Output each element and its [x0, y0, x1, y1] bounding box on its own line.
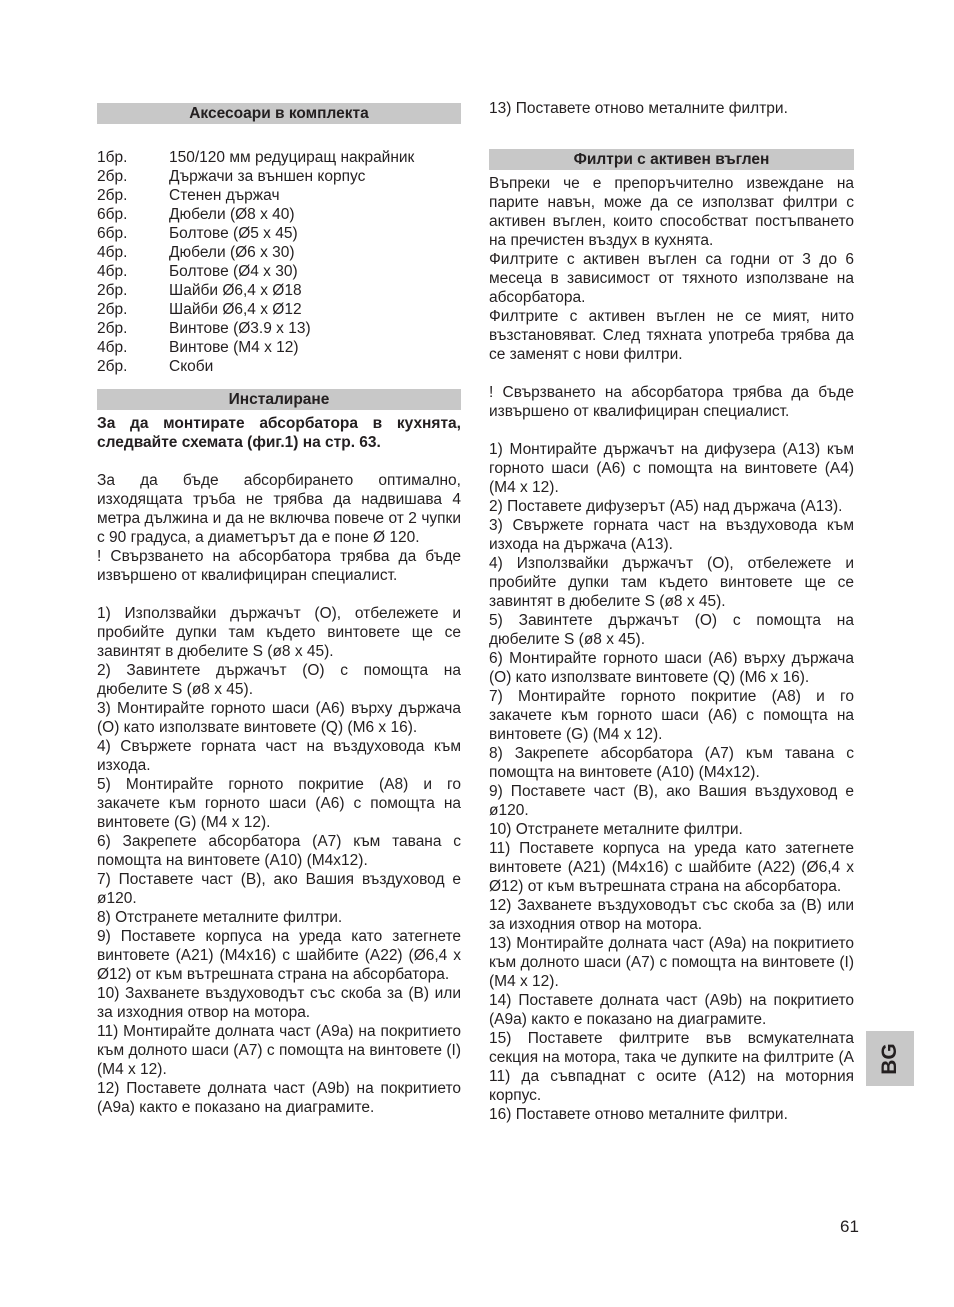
carbon-step: 11) Поставете корпуса на уреда като затегнете винтовете (A21) (M4x16) с шайбите (A22) (Ø6,4 x Ø12) от към вътрешната страна на абсорбатора. — [489, 840, 854, 895]
carbon-paragraph: Въпреки че е препоръчително извеждане на парите навън, може да се използват филтри с активен въглен, които способстват постъпването на пречистен въздух в кухнята. — [489, 175, 854, 249]
right-column — [489, 99, 854, 1124]
item-qty: 2бр. — [97, 168, 128, 185]
step-13-text: 13) Поставете отново металните филтри. — [489, 100, 788, 117]
item-name: Винтове (Ø3.9 x 13) — [169, 320, 311, 337]
language-tab-label: BG — [878, 1042, 901, 1075]
item-name: Болтове (Ø4 x 30) — [169, 263, 298, 280]
item-qty: 6бр. — [97, 225, 128, 242]
install-step: 4) Свържете горната част на въздуховода към изхода. — [97, 738, 461, 774]
accessories-list — [97, 148, 461, 376]
install-warning: ! Свързването на абсорбатора трябва да бъде извършено от квалифициран специалист. — [97, 548, 461, 584]
carbon-step: 4) Използвайки държачът (О), отбележете и пробийте дупки там където винтовете ще се завинтят в дюбелите S (ø8 x 45). — [489, 555, 854, 610]
install-section — [97, 389, 461, 1117]
accessories-header: Аксесоари в комплекта — [97, 103, 461, 124]
item-qty: 2бр. — [97, 320, 128, 337]
install-step: 2) Завинтете държачът (О) с помощта на дюбелите S (ø8 x 45). — [97, 662, 461, 698]
carbon-step: 12) Захванете въздуховодът със скоба за (B) или за изходния отвор на мотора. — [489, 897, 854, 933]
item-name: Шайби Ø6,4 x Ø18 — [169, 282, 302, 299]
list-item — [97, 224, 461, 243]
install-step: 10) Захванете въздуховодът със скоба за (B) или за изходния отвор на мотора. — [97, 985, 461, 1021]
item-qty: 2бр. — [97, 282, 128, 299]
item-name: Държачи за външен корпус — [169, 168, 366, 185]
item-name: Дюбели (Ø6 x 30) — [169, 244, 295, 261]
install-header: Инсталиране — [97, 389, 461, 410]
install-step: 5) Монтирайте горното покритие (A8) и го закачете към горното шаси (A6) с помощта на винтовете (G) (M4 x 12). — [97, 776, 461, 831]
carbon-step: 14) Поставете долната част (A9b) на покритието (A9a) както е показано на диаграмите. — [489, 992, 854, 1028]
carbon-step: 16) Поставете отново металните филтри. — [489, 1106, 788, 1123]
list-item — [97, 186, 461, 205]
install-step: 11) Монтирайте долната част (A9a) на покритието към долното шаси (A7) с помощта на винтовете (I) (M4 x 12). — [97, 1023, 461, 1078]
carbon-step: 5) Завинтете държачът (О) с помощта на дюбелите S (ø8 x 45). — [489, 612, 854, 648]
item-name: Болтове (Ø5 x 45) — [169, 225, 298, 242]
install-step: 7) Поставете част (B), ако Вашия въздуховод е ø120. — [97, 871, 461, 907]
item-qty: 4бр. — [97, 263, 128, 280]
list-item — [97, 262, 461, 281]
carbon-filters-header: Филтри с активен въглен — [489, 149, 854, 170]
install-step: 8) Отстранете металните филтри. — [97, 909, 343, 926]
item-name: 150/120 мм редуциращ накрайник — [169, 149, 415, 166]
item-qty: 2бр. — [97, 301, 128, 318]
item-name: Шайби Ø6,4 x Ø12 — [169, 301, 302, 318]
item-name: Дюбели (Ø8 x 40) — [169, 206, 295, 223]
list-item — [97, 205, 461, 224]
item-name: Стенен държач — [169, 187, 280, 204]
item-qty: 1бр. — [97, 149, 128, 166]
page-number: 61 — [840, 1217, 859, 1236]
item-qty: 4бр. — [97, 339, 128, 356]
carbon-step: 7) Монтирайте горното покритие (A8) и го закачете към горното шаси (A6) с помощта на винтовете (G) (M4 x 12). — [489, 688, 854, 743]
carbon-paragraph: Филтрите с активен въглен не се мият, нито възстановяват. След тяхната употреба трябва да се заменят с нови филтри. — [489, 308, 854, 363]
carbon-step: 13) Монтирайте долната част (A9a) на покритието към долното шаси (A7) с помощта на винтовете (I) (M4 x 12). — [489, 935, 854, 990]
list-item — [97, 281, 461, 300]
install-note: За да бъде абсорбирането оптимално, изходящата тръба не трябва да надвишава 4 метра дължина и да не включва повече от 2 чупки с 90 градуса, а диаметърът да е поне Ø 120. — [97, 472, 461, 546]
carbon-paragraph: Филтрите с активен въглен са годни от 3 до 6 месеца в зависимост от тяхното използване на абсорбатора. — [489, 251, 854, 306]
install-step: 6) Закрепете абсорбатора (A7) към тавана с помощта на винтовете (A10) (M4x12). — [97, 833, 461, 869]
list-item — [97, 148, 461, 167]
item-qty: 2бр. — [97, 187, 128, 204]
install-step: 9) Поставете корпуса на уреда като затегнете винтовете (A21) (M4x16) с шайбите (A22) (Ø6,4 x Ø12) от към вътрешната страна на абсорбатора. — [97, 928, 461, 983]
list-item — [97, 167, 461, 186]
language-tab — [866, 1031, 914, 1086]
list-item — [97, 319, 461, 338]
install-step: 3) Монтирайте горното шаси (A6) върху държача (О) като използвате винтовете (Q) (M6 x 16). — [97, 700, 461, 736]
item-name: Винтове (M4 x 12) — [169, 339, 299, 356]
list-item — [97, 300, 461, 319]
install-step: 12) Поставете долната част (A9b) на покритието (A9a) както е показано на диаграмите. — [97, 1080, 461, 1116]
carbon-step: 6) Монтирайте горното шаси (A6) върху държача (О) като използвате винтовете (Q) (M6 x 16). — [489, 650, 854, 686]
carbon-step: 9) Поставете част (B), ако Вашия въздуховод е ø120. — [489, 783, 854, 819]
item-qty: 6бр. — [97, 206, 128, 223]
list-item — [97, 357, 461, 376]
carbon-warning: ! Свързването на абсорбатора трябва да бъде извършено от квалифициран специалист. — [489, 384, 854, 420]
carbon-step: 15) Поставете филтрите във всмукателната секция на мотора, така че дупките на филтрите (A 11) да съвпаднат с осите (A12) на моторния корпус. — [489, 1030, 854, 1104]
carbon-step: 1) Монтирайте държачът на дифузера (A13) към горното шаси (A6) с помощта на винтовете (A4) (M4 x 12). — [489, 441, 854, 496]
item-qty: 2бр. — [97, 358, 128, 375]
install-step: 1) Използвайки държачът (О), отбележете и пробийте дупки там където винтовете ще се завинтят в дюбелите S (ø8 x 45). — [97, 605, 461, 660]
carbon-step: 2) Поставете дифузерът (A5) над държача (A13). — [489, 498, 843, 515]
install-intro: За да монтирате абсорбатора в кухнята, следвайте схемата (фиг.1) на стр. 63. — [97, 415, 461, 451]
carbon-step: 10) Отстранете металните филтри. — [489, 821, 743, 838]
carbon-step: 8) Закрепете абсорбатора (A7) към тавана с помощта на винтовете (A10) (M4x12). — [489, 745, 854, 781]
carbon-step: 3) Свържете горната част на въздуховода към изхода на държача (A13). — [489, 517, 854, 553]
list-item — [97, 338, 461, 357]
list-item — [97, 243, 461, 262]
item-qty: 4бр. — [97, 244, 128, 261]
item-name: Скоби — [169, 358, 214, 375]
